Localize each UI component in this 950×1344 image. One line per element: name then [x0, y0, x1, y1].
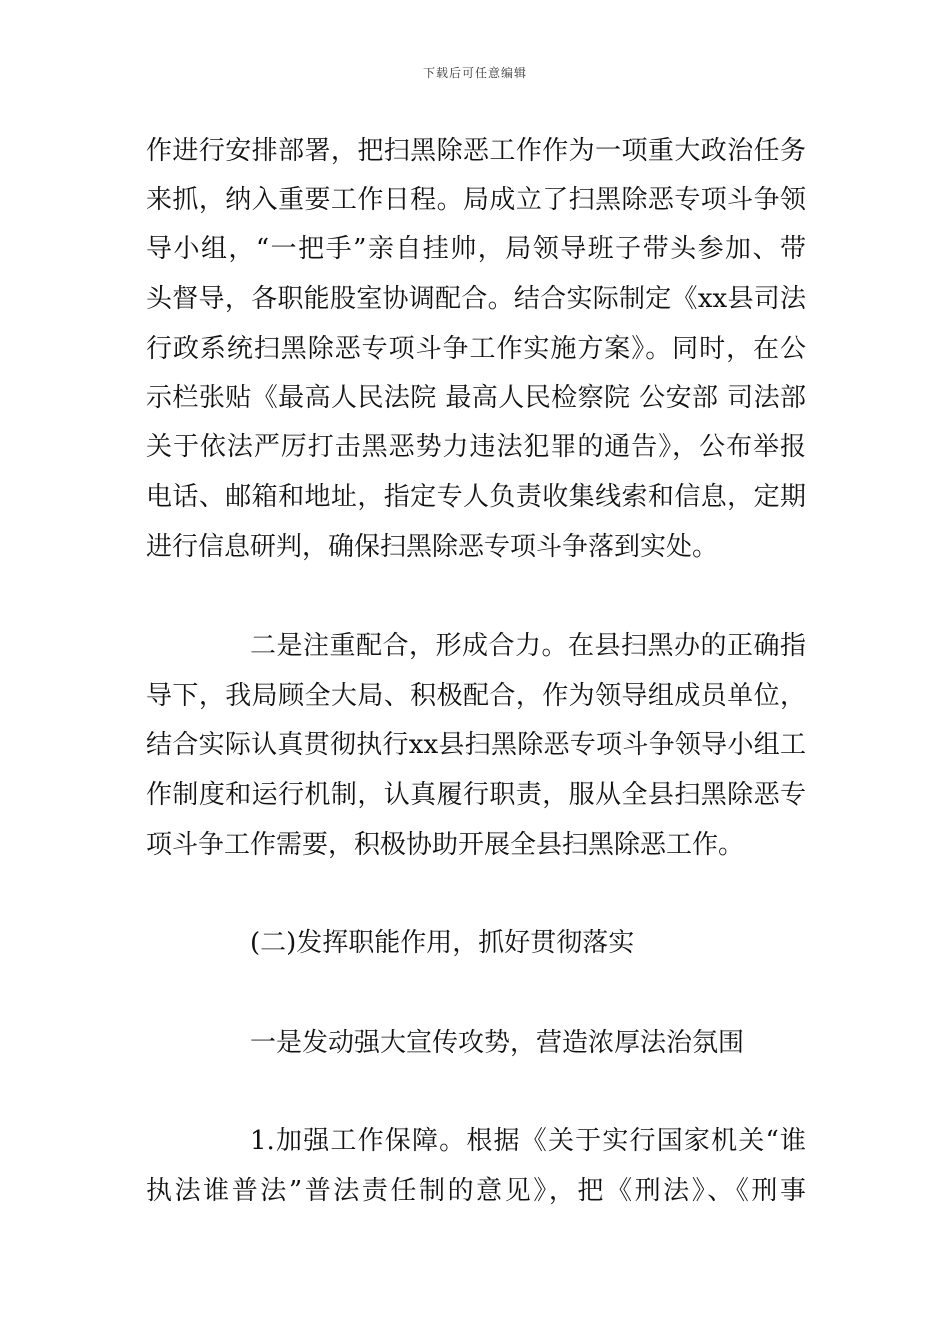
- body-line: 作制度和运行机制，认真履行职责，服从全县扫黑除恶专: [146, 780, 806, 810]
- subsection-heading: 一是发动强大宣传攻势，营造浓厚法治氛围: [250, 1028, 745, 1058]
- body-line: 头督导，各职能股室协调配合。结合实际制定《xx县司法: [146, 284, 806, 314]
- body-line: 项斗争工作需要，积极协助开展全县扫黑除恶工作。: [146, 830, 745, 860]
- body-line: 电话、邮箱和地址，指定专人负责收集线索和信息，定期: [146, 482, 806, 512]
- body-line: 二是注重配合，形成合力。在县扫黑办的正确指: [250, 631, 806, 661]
- body-line: 1.加强工作保障。根据《关于实行国家机关“谁: [250, 1126, 806, 1156]
- body-line: 导小组，“一把手”亲自挂帅，局领导班子带头参加、带: [146, 234, 806, 264]
- body-line: 进行信息研判，确保扫黑除恶专项斗争落到实处。: [146, 532, 719, 562]
- body-line: 执法谁普法”普法责任制的意见》，把《刑法》、《刑事: [146, 1176, 806, 1206]
- section-heading: (二)发挥职能作用，抓好贯彻落实: [250, 928, 635, 958]
- page-header: 下载后可任意编辑: [422, 66, 527, 80]
- body-line: 来抓，纳入重要工作日程。局成立了扫黑除恶专项斗争领: [146, 185, 806, 215]
- body-line: 关于依法严厉打击黑恶势力违法犯罪的通告》，公布举报: [146, 432, 806, 462]
- body-line: 结合实际认真贯彻执行xx县扫黑除恶专项斗争领导小组工: [146, 730, 806, 760]
- body-line: 作进行安排部署，把扫黑除恶工作作为一项重大政治任务: [146, 136, 806, 166]
- body-line: 示栏张贴《最高人民法院 最高人民检察院 公安部 司法部: [146, 383, 806, 413]
- body-line: 行政系统扫黑除恶专项斗争工作实施方案》。同时，在公: [146, 334, 806, 364]
- body-line: 导下，我局顾全大局、积极配合，作为领导组成员单位，: [146, 681, 806, 711]
